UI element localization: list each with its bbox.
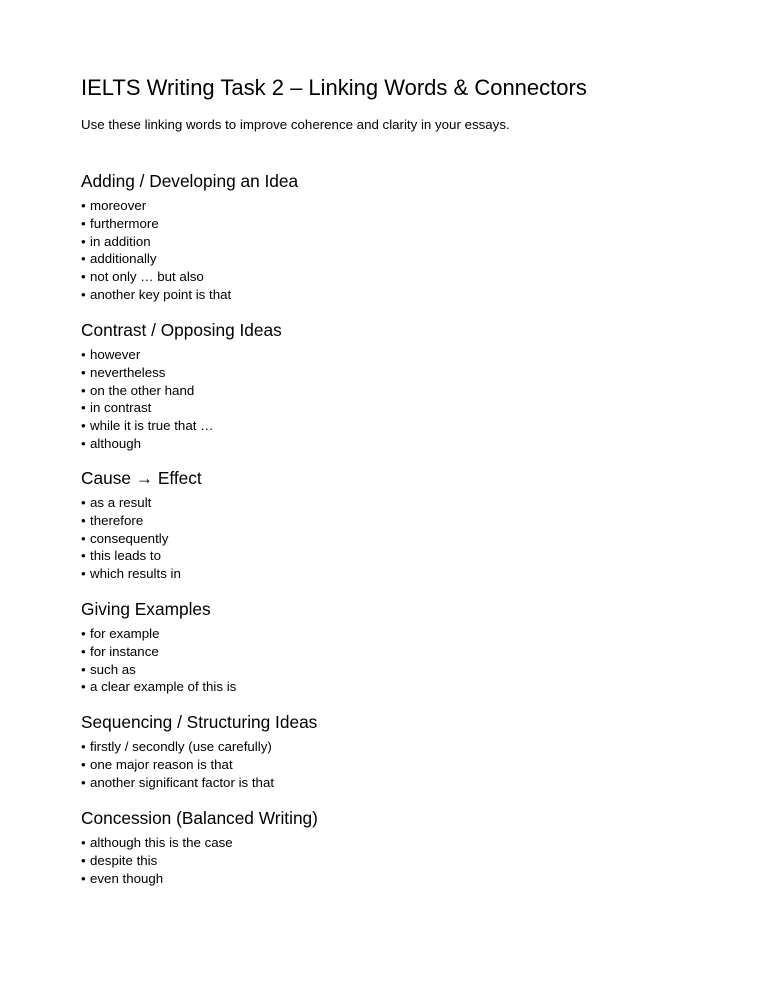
bullet-icon: • xyxy=(81,661,86,677)
list-item xyxy=(81,738,721,756)
bullet-icon: • xyxy=(81,566,86,582)
list-item xyxy=(81,512,721,530)
list-item xyxy=(81,364,721,382)
list-item xyxy=(81,197,721,215)
bullet-icon: • xyxy=(81,215,86,231)
list-item xyxy=(81,547,721,565)
bullet-icon: • xyxy=(81,347,86,362)
bullet-icon: • xyxy=(81,400,86,416)
linking-word-list xyxy=(81,625,721,696)
linking-word: however xyxy=(90,347,141,362)
bullet-icon: • xyxy=(81,233,86,249)
list-item xyxy=(81,678,721,696)
bullet-icon: • xyxy=(81,286,86,302)
list-item xyxy=(81,268,721,286)
linking-word: a clear example of this is xyxy=(90,679,237,695)
list-item xyxy=(81,625,721,643)
list-item xyxy=(81,215,721,233)
list-item xyxy=(81,756,721,774)
linking-word: firstly / secondly (use carefully) xyxy=(90,739,272,754)
bullet-icon: • xyxy=(81,251,86,267)
section-heading: Sequencing / Structuring Ideas xyxy=(81,712,318,732)
bullet-icon: • xyxy=(81,382,86,398)
list-item xyxy=(81,530,721,548)
bullet-icon: • xyxy=(81,269,86,285)
list-item xyxy=(81,250,721,268)
bullet-icon: • xyxy=(81,530,86,546)
section-heading: Adding / Developing an Idea xyxy=(81,171,299,191)
linking-word: another significant factor is that xyxy=(90,774,275,790)
linking-word: in addition xyxy=(90,233,151,249)
bullet-icon: • xyxy=(81,495,86,510)
linking-word: as a result xyxy=(90,495,152,510)
bullet-icon: • xyxy=(81,643,86,659)
linking-word-list xyxy=(81,834,721,887)
linking-word: on the other hand xyxy=(90,382,195,398)
list-item xyxy=(81,643,721,661)
list-item xyxy=(81,382,721,400)
section-heading: Concession (Balanced Writing) xyxy=(81,808,318,828)
linking-word: furthermore xyxy=(90,215,159,231)
linking-word: not only … but also xyxy=(90,269,204,285)
list-item xyxy=(81,435,721,453)
bullet-icon: • xyxy=(81,739,86,754)
linking-word: another key point is that xyxy=(90,286,232,302)
section-adding xyxy=(81,169,721,304)
list-item xyxy=(81,834,721,852)
linking-word: even though xyxy=(90,870,164,886)
section-sequencing xyxy=(81,710,721,791)
bullet-icon: • xyxy=(81,852,86,868)
linking-word: nevertheless xyxy=(90,364,166,380)
linking-word: for example xyxy=(90,626,160,641)
list-item xyxy=(81,233,721,251)
bullet-icon: • xyxy=(81,418,86,434)
linking-word: therefore xyxy=(90,512,144,528)
list-item xyxy=(81,565,721,583)
section-heading: Giving Examples xyxy=(81,599,211,619)
section-examples xyxy=(81,597,721,696)
list-item xyxy=(81,399,721,417)
linking-word: despite this xyxy=(90,852,158,868)
list-item xyxy=(81,417,721,435)
bullet-icon: • xyxy=(81,548,86,564)
bullet-icon: • xyxy=(81,626,86,641)
bullet-icon: • xyxy=(81,198,86,213)
bullet-icon: • xyxy=(81,679,86,695)
list-item xyxy=(81,494,721,512)
linking-word: while it is true that … xyxy=(90,418,214,434)
linking-word-list xyxy=(81,494,721,583)
list-item xyxy=(81,346,721,364)
list-item xyxy=(81,870,721,888)
linking-word: for instance xyxy=(90,643,159,659)
list-item xyxy=(81,852,721,870)
linking-word: although this is the case xyxy=(90,835,233,850)
bullet-icon: • xyxy=(81,835,86,850)
section-contrast xyxy=(81,318,721,453)
list-item xyxy=(81,286,721,304)
bullet-icon: • xyxy=(81,364,86,380)
intro-text: Use these linking words to improve coherence and clarity in your essays. xyxy=(81,117,510,132)
linking-word: although xyxy=(90,435,142,451)
linking-word-list xyxy=(81,346,721,453)
linking-word: this leads to xyxy=(90,548,161,564)
linking-word: additionally xyxy=(90,251,157,267)
section-concession xyxy=(81,806,721,887)
bullet-icon: • xyxy=(81,870,86,886)
section-heading: Cause → Effect xyxy=(81,468,202,488)
list-item xyxy=(81,661,721,679)
linking-word: moreover xyxy=(90,198,147,213)
bullet-icon: • xyxy=(81,435,86,451)
linking-word-list xyxy=(81,738,721,791)
linking-word: such as xyxy=(90,661,136,677)
list-item xyxy=(81,774,721,792)
linking-word: which results in xyxy=(90,566,181,582)
linking-word-list xyxy=(81,197,721,304)
section-cause-effect xyxy=(81,466,721,583)
linking-word: consequently xyxy=(90,530,169,546)
bullet-icon: • xyxy=(81,512,86,528)
section-heading: Contrast / Opposing Ideas xyxy=(81,320,282,340)
document-title: IELTS Writing Task 2 – Linking Words & Connectors xyxy=(81,75,587,100)
bullet-icon: • xyxy=(81,774,86,790)
linking-word: in contrast xyxy=(90,400,152,416)
linking-word: one major reason is that xyxy=(90,756,233,772)
bullet-icon: • xyxy=(81,756,86,772)
